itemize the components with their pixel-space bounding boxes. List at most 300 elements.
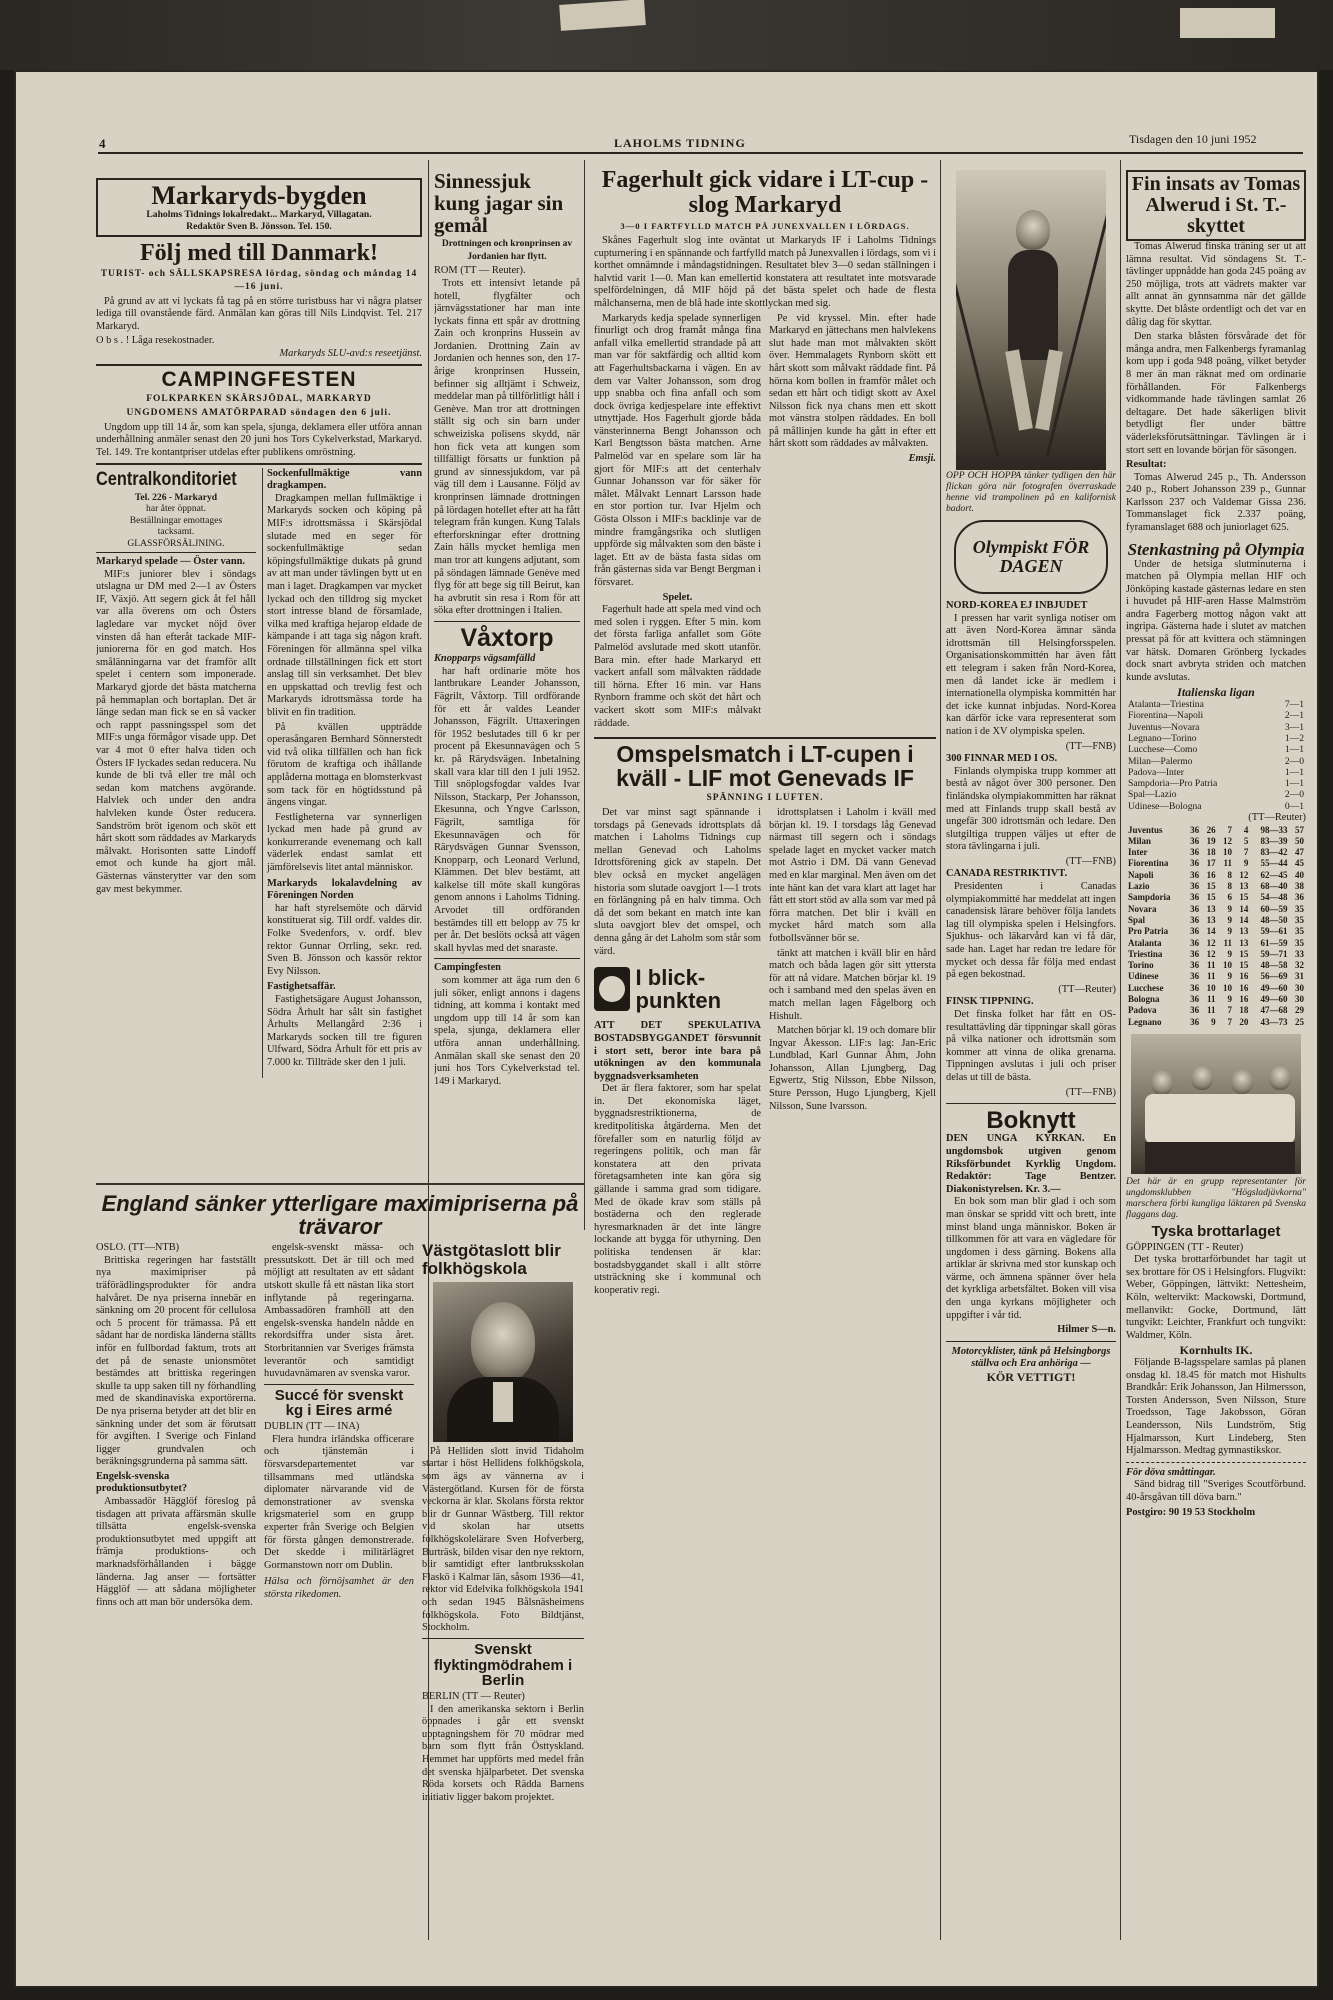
tyska-body: Det tyska brottarförbundet har tagit ut sex brottare för OS i Helsingfors. Flugvikt: Weber, Göppingen, lättvikt: Nettesheim, Köln, weltervikt: Mackowski, Dortmund, mellanvikt: Gocke, Dortmund, lätt tungvikt: Leichter, Frankfurt och tungvikt: Waldmer, Köln.	[1126, 1254, 1306, 1341]
table-row	[1126, 994, 1306, 1005]
column-4	[946, 170, 1116, 1980]
succe-body: Flera hundra irländska officerare och tjänstemän i försvarsdepartementet var tillsammans med utländska diplomater närvarande vid de demonstrationer av svenska krigsmateriel som en grupp experter från Sverige och Belgien för första gången demonstrerade. Det skedde i militärlägret Gormanstown norr om Dublin.	[264, 1433, 414, 1571]
page-number: 4	[99, 136, 106, 151]
paper-tag	[1180, 8, 1275, 38]
dova-postgiro: Postgiro: 90 19 53 Stockholm	[1126, 1506, 1256, 1518]
result-row	[1126, 699, 1306, 710]
table-row	[1126, 858, 1306, 869]
result-score: 2—0	[1284, 789, 1304, 801]
table-cell: 54—48	[1260, 892, 1288, 903]
omspel-headline: Omspelsmatch i LT-cupen i kväll - LIF mot Genevads IF	[616, 741, 914, 792]
result-match: Milan—Palermo	[1128, 755, 1193, 767]
succe-dateline: DUBLIN (TT — INA)	[264, 1421, 360, 1433]
table-cell: 35	[1295, 914, 1304, 925]
table-cell: 36	[1190, 994, 1200, 1005]
nk-headline: NORD-KOREA EJ INBJUDET	[946, 600, 1088, 611]
table-cell: 36	[1190, 960, 1200, 971]
boknytt-headline: Boknytt	[986, 1107, 1076, 1135]
divider	[422, 1638, 584, 1639]
fagerhult-columns	[594, 313, 936, 733]
football-headline: Markaryd spelade — Öster vann.	[96, 556, 246, 568]
result-row	[1126, 778, 1306, 789]
table-cell: 15	[1206, 881, 1216, 892]
sinnes-subhead: Drottningen och kronprinsen av Jordanien har flytt.	[441, 239, 573, 262]
column-5	[1126, 170, 1306, 1980]
column-2	[434, 170, 580, 1180]
korn-headline: Kornhults IK.	[1179, 1343, 1253, 1358]
norden-body: har haft styrelsemöte och därvid konstituerat sig. Till ordf. valdes dir. Folke Svedenfors, v. ordf. blev rektor Gunnar Orrling, sekr. red. Sven B. Jönsson och kassör rektor Evy Nilsson.	[267, 902, 422, 977]
table-cell: 36	[1190, 858, 1200, 869]
property-headline: Fastighetsaffär.	[267, 981, 336, 993]
table-cell: 62—45	[1260, 869, 1288, 880]
result-score: 1—1	[1284, 744, 1304, 756]
table-cell: 26	[1206, 824, 1216, 835]
table-cell: 36	[1190, 847, 1200, 858]
fagerhult-body-b: Pe vid kryssel. Min. efter hade Markaryd en jättechans men halvlekens slut hade man mot målvakten skött över. Hemmalagets Rynborn skött ett hårt skott som målvakt räddade fint. På hörna kom bollen in framför målet och sedan ett hårt och tidigt skott av Axel Nilsson fick nya chans men ett skott mot vänstra stolpen räddades. En boll på mållinjen kunde ha gått in efter ett hårt skott som räddades av målvakten.	[769, 312, 936, 450]
flykt-body: I den amerikanska sektorn i Berlin öppnades i går ett svenskt upptagningshem för 70 mödrar med barn som flytt från Östtyskland. Hemmet har uppförts med medel från det svenska hjälparbetet. Det svenska Röda korsets och Rädda Barnens initiativ ligger bakom projektet.	[422, 1703, 584, 1803]
team-name: Legnano	[1128, 1016, 1162, 1027]
table-cell: 36	[1190, 903, 1200, 914]
danmark-headline: Följ med till Danmark!	[140, 240, 378, 267]
table-cell: 50	[1295, 835, 1304, 846]
team-name: Triestina	[1128, 948, 1163, 959]
markaryd-lower-right	[262, 468, 422, 1078]
column-divider	[940, 160, 941, 1940]
omspel-lineup: Matchen börjar kl. 19 och domare blir Ingvar Åkesson. LIF:s lag: Jan-Eric Lundblad, Karl Gunnar Åhm, John Johansson, Allan Ljungberg, Dag Egwertz, Stig Nilsson, Ebbe Nilsson, Sture Persson, Hugo Ljungberg, Kjell Nilsson, Sune Ivarsson.	[769, 1025, 936, 1112]
alwerud-body: Tomas Alwerud finska träning ser ut att lämna resultat. Vid söndagens St. T.-tävlinger uppnådde han goda 245 poäng av 250 möjliga, trots att vädrets makter var allt annat än gynnsamma när det gällde skytte. Det blåste ordentligt och det var en dålig dag för skyttar.	[1126, 241, 1306, 328]
markaryd-subtitle: Laholms Tidnings lokalredakt... Markaryd, Villagatan.	[146, 209, 372, 221]
result-score: 0—1	[1284, 800, 1304, 812]
england-dateline: OSLO. (TT—NTB)	[96, 1242, 180, 1254]
sinnes-body: Trots ett intensivt letande på hotell, flygfälter och järnvägsstationer har man inte lyckats finna ett spår av drottning Zain och kronprins Hussein av Jordanien. Drottning Zain av Jordanien och hennes son, den 17-årige kronprinsen Hussein, befinner sig alltjämt i Schweiz, meddelar man på tillförlitligt håll i Genève. Man tror att drottningen ställt sig och sin barn under schweiziska polisens skydd, när hon fick veta att kungen som tillfälligt försatts ur funktion på grund av sinnessjukdom, var på väg till dem i Lausanne. Följd av kronprinsen lämnade drottningen på lördagen hotellet efter att ha fått telegram från kungen. Kung Talals efterforskningar efter drottning Zain hälls mycket hemliga men man tror att kungens adjutant, som på söndagen lämnade Genève med flyg för att bege sig till Beirut, kan ha avbrutit sin resa i Rom för att söka efter drottningen i Italien.	[434, 277, 580, 617]
table-cell: 11	[1207, 960, 1216, 971]
succe-headline: Succé för svenskt kg i Eires armé	[274, 1386, 404, 1420]
ital-signature: (TT—Reuter)	[1248, 812, 1306, 823]
table-cell: 12	[1206, 948, 1216, 959]
konditori-headline: Centralkonditoriet	[96, 468, 237, 490]
evening-body: På kvällen uppträdde operasångaren Bernhard Sönnerstedt vid två olika tillfällen och han fick förutom de kraftiga och ihållande applåderna mottaga en blomsterkvast som tack för en högtidsstund på ängens vingar.	[267, 721, 422, 809]
table-row	[1126, 1005, 1306, 1016]
fagerhult-subhead: 3—0 I FARTFYLLD MATCH PÅ JUNEXVALLEN I LÖRDAGS.	[620, 221, 910, 232]
table-cell: 56—69	[1260, 971, 1288, 982]
table-row	[1126, 825, 1306, 836]
table-cell: 38	[1295, 881, 1304, 892]
tyska-headline: Tyska brottarlaget	[1151, 1222, 1281, 1240]
danmark-body: På grund av att vi lyckats få tag på en större turistbuss har vi några platser lediga till ovanstående färd. Anmälan kan göras till Nils Lindqvist. Tel. 217 Markaryd.	[96, 295, 422, 332]
column-3	[594, 168, 936, 1978]
table-cell: 47—68	[1260, 1005, 1288, 1016]
table-cell: 68—40	[1260, 881, 1288, 892]
page-date: Tisdagen den 10 juni 1952	[1129, 132, 1257, 146]
table-cell: 32	[1295, 960, 1304, 971]
result-score: 1—1	[1284, 778, 1304, 790]
camping-subhead-2: UNGDOMENS AMATÖRPARAD söndagen den 6 juli.	[126, 408, 392, 419]
rektor-portrait	[433, 1282, 573, 1442]
table-cell: 9	[1243, 858, 1249, 869]
camping-note-body: som kommer att äga rum den 6 juli söker, enligt annons i dagens tidning, att komma i kontakt med ungdom upp till 14 år som kan spela, sjunga, deklamera eller utföra annan underhållning. Anmälan skall ske senast den 20 juni hos Tors Cykelverkstad tel. 149 i Markaryd.	[434, 975, 580, 1087]
table-cell: 14	[1206, 926, 1216, 937]
table-cell: 47	[1295, 847, 1304, 858]
table-cell: 16	[1239, 971, 1249, 982]
markaryd-section	[96, 178, 422, 1178]
table-cell: 10	[1222, 960, 1232, 971]
table-cell: 36	[1190, 1016, 1200, 1027]
vaxtorp-subhead: Knopparps vägsamfälld	[434, 653, 536, 665]
fagerhult-headline: Fagerhult gick vidare i LT-cup - slog Markaryd	[601, 168, 929, 219]
sinnes-dateline: ROM (TT — Reuter).	[434, 265, 526, 277]
spelet-body: Fagerhult hade att spela med vind och med solen i ryggen. Efter 5 min. kom det första farliga anfallet som Göte Palmelöd avslutade med skott utanför. Bara min. efter hade Markaryd ett vackert anfall som målvakten räddade till hörna. Efter 16 min. var Hans Rynborn framme och sköt det hårt och vackert skott som MIF:s målvakt räddade.	[594, 604, 761, 729]
markaryd-lower-left	[96, 468, 256, 1078]
markaryd-lower	[96, 468, 422, 1078]
table-row	[1126, 1017, 1306, 1028]
table-cell: 9	[1227, 903, 1232, 914]
ad-rule	[96, 364, 422, 366]
tips-body: Det finska folket har fått en OS-resultattävling där tippningar skall göras på vilka nationer och idrottsmän som kommer att vinna de olika grenarna. Tippningen avslutas i juli och priser delas ut till de bästa.	[946, 1009, 1116, 1083]
flykt-headline: Svenskt flyktingmödrahem i Berlin	[433, 1640, 573, 1690]
result-row	[1126, 722, 1306, 733]
table-row	[1126, 881, 1306, 892]
england-body-3: engelsk-svenskt mässa- och pressutskott. Det är till och med möjligt att resultaten av ett sådant utskott skulle få ett nästan lika stort inflytande på regeringarna. Ambassadören framhöll att den engelsk-svenska handeln nådde en rekordsiffra under sista året. Storbritannien var Sveriges främsta leverantör och samtidigt huvudavnämaren av svenska varor.	[264, 1242, 414, 1380]
table-cell: 9	[1211, 1016, 1216, 1027]
table-cell: 18	[1206, 847, 1216, 858]
trampoline-caption: OPP OCH HOPPA tänker tydligen den här flickan göra när fotografen överraskade henne vid trampolinen på en kalifornisk badort.	[946, 470, 1116, 514]
table-cell: 10	[1222, 847, 1232, 858]
mc-line: KÖR VETTIGT!	[986, 1370, 1076, 1385]
table-cell: 19	[1206, 835, 1216, 846]
table-cell: 10	[1222, 982, 1232, 993]
divider	[434, 621, 580, 622]
header-rule	[98, 152, 1303, 154]
konditori-line: GLASSFÖRSÄLJNING.	[127, 537, 225, 549]
team-name: Sampdoria	[1128, 892, 1171, 903]
danmark-subhead: TURIST- och SÄLLSKAPSRESA lördag, söndag och måndag 14—16 juni.	[100, 269, 418, 293]
result-row	[1126, 744, 1306, 755]
table-cell: 48—50	[1260, 914, 1288, 925]
table-cell: 12	[1206, 937, 1216, 948]
alwerud-box	[1126, 170, 1306, 241]
england-col-b	[264, 1242, 414, 1806]
spelet-headline: Spelet.	[662, 591, 693, 603]
table-cell: 4	[1243, 824, 1249, 835]
table-cell: 36	[1190, 869, 1200, 880]
result-score: 2—1	[1284, 710, 1304, 722]
table-cell: 13	[1239, 937, 1249, 948]
table-row	[1126, 926, 1306, 937]
fagerhult-col-a	[594, 313, 761, 733]
paper-tag	[559, 0, 646, 31]
table-cell: 6	[1227, 892, 1232, 903]
alwerud-results: Tomas Alwerud 245 p., Th. Andersson 240 p., Robert Johansson 239 p., Gunnar Karlsson 237 och Valdemar Gissa 236. Tommanslaget fick 2.337 poäng, fyramanslaget 688 och juniorlaget 625.	[1126, 471, 1306, 534]
table-cell: 18	[1239, 1005, 1249, 1016]
result-score: 1—1	[1284, 766, 1304, 778]
table-row	[1126, 870, 1306, 881]
column-divider	[584, 160, 585, 1230]
ital-headline: Italienska ligan	[1177, 685, 1255, 700]
table-cell: 16	[1239, 994, 1249, 1005]
table-cell: 9	[1227, 914, 1232, 925]
dova-body: Sänd bidrag till "Sveriges Scoutförbund. 40-årsgåvan till döva barn."	[1126, 1479, 1306, 1503]
sten-headline: Stenkastning på Olympia	[1127, 539, 1305, 559]
table-cell: 14	[1239, 914, 1249, 925]
table-cell: 12	[1222, 835, 1232, 846]
result-match: Udinese—Bologna	[1128, 800, 1202, 812]
table-cell: 36	[1190, 1005, 1200, 1016]
table-cell: 36	[1190, 892, 1200, 903]
table-cell: 13	[1206, 903, 1216, 914]
boknytt-signature: Hilmer S—n.	[1057, 1324, 1116, 1336]
result-match: Fiorentina—Napoli	[1128, 710, 1204, 722]
ad-rule	[96, 463, 422, 465]
omspel-body-c: tänkt att matchen i kväll blir en hård match och båda lagen gör sitt yttersta för att nå vidare. Matchen börjar kl. 19 och i samband med den spelas även en match mellan lagen Fågelborg och Hishult.	[769, 947, 936, 1022]
table-cell: 59—61	[1260, 926, 1288, 937]
team-name: Bologna	[1128, 994, 1160, 1005]
table-cell: 40	[1295, 869, 1304, 880]
result-row	[1126, 801, 1306, 812]
team-name: Novara	[1128, 903, 1157, 914]
result-score: 2—0	[1284, 755, 1304, 767]
blick-body: Det är flera faktorer, som har spelat in. Det ekonomiska läget, byggnadsrestriktionerna, de kreditpolitiska åtgärderna. Men det förefaller som en naturlig följd av regeringens politik, och man får konstatera att den privata företagsamheten inte kan göra sig gällande i samma grad som tidigare. Med de ökade krav som ställs på bostäderna och den reglerade hyresmarknaden är det inte längre lockande att bygga för uthyrning. Den politiska tendensen är klar: bostadsbyggandet skall i allt större utsträckning ske i kommunal och kooperativ regi.	[594, 1083, 761, 1296]
table-cell: 10	[1206, 982, 1216, 993]
boknytt-body: En bok som man blir glad i och som man önskar se spridd vitt och brett, inte minst bland unga människor. Boken är tillkommen för att vara en vägledare för ungdomen i dess gärning. Bokens alla artiklar är skrivna med stor kunskap och värme, och ämnena spänner över hela det kyrkliga arbetsfältet. Boken vill visa den unga kyrkans möjligheter och uppgifter i vår tid.	[946, 1196, 1116, 1321]
fagerhult-col-b	[769, 313, 936, 733]
team-name: Inter	[1128, 847, 1148, 858]
table-cell: 98—33	[1260, 824, 1288, 835]
table-cell: 11	[1207, 1005, 1216, 1016]
omspel-col-b	[769, 807, 936, 1299]
sinnes-headline: Sinnessjuk kung jagar sin gemål	[434, 170, 564, 238]
table-row	[1126, 949, 1306, 960]
norden-headline: Markaryds lokalavdelning av Föreningen Norden	[267, 877, 422, 902]
table-cell: 30	[1295, 994, 1304, 1005]
flykt-dateline: BERLIN (TT — Reuter)	[422, 1691, 525, 1703]
tips-headline: FINSK TIPPNING.	[946, 996, 1034, 1008]
table-cell: 7	[1227, 1005, 1232, 1016]
divider	[96, 552, 256, 553]
table-cell: 15	[1206, 892, 1216, 903]
result-match: Legnano—Torino	[1128, 732, 1197, 744]
table-cell: 11	[1207, 994, 1216, 1005]
table-cell: 20	[1239, 1016, 1249, 1027]
ital-results	[1126, 699, 1306, 812]
column-divider	[1120, 160, 1121, 1940]
omspel-body-b: idrottsplatsen i Laholm i kväll med början kl. 19. I torsdags låg Genevad närmast till segern och i söndags spelade laget en mycket vacker match mot Astrio i DM. Dä vann Genevad med en klar marginal. Men även om det inte hänt kan det vara klart att laget har fått ett stort stöd av alla som var med på förra matchen. Det blir i kväll en mycket hård match som alla fotbollsvänner bör se.	[769, 807, 936, 944]
result-row	[1126, 756, 1306, 767]
table-row	[1126, 971, 1306, 982]
table-cell: 55—44	[1260, 858, 1288, 869]
team-name: Juventus	[1128, 824, 1163, 835]
table-row	[1126, 892, 1306, 903]
divider	[946, 1103, 1116, 1104]
result-score: 3—1	[1284, 721, 1304, 733]
nk-body: I pressen har varit synliga notiser om att även Nord-Korea ämnar sända idrottsmän till Helsingforsspelen. Organisationskommittén har även fått ett telegram i saken från Nord-Korea, men då landet icke är medlem i internationella olympiska kommittén har det icke kunnat inbjudas. Nord-Korea kan därför icke vara representerat som nation i de XV olympiska spelen.	[946, 612, 1116, 737]
markaryd-banner	[96, 178, 422, 237]
danmark-signature: Markaryds SLU-avd:s reseetjänst.	[279, 348, 422, 360]
result-match: Juventus—Novara	[1128, 721, 1200, 733]
omspel-columns	[594, 807, 936, 1299]
table-cell: 7	[1243, 847, 1249, 858]
omspel-subhead: SPÄNNING I LUFTEN.	[706, 793, 824, 804]
table-cell: 45	[1295, 858, 1304, 869]
canada-body: Presidenten i Canadas olympiakommitté har meddelat att ingen canadensisk lärare behöver följa landets lag till olympiska spelen i Helsingfors. Sjukhus- och läkarvård kan vi få där, sade han. Laget har redan tre ledare för mycket och dessa får följa med endast på egen bekostnad.	[946, 881, 1116, 981]
team-name: Pro Patria	[1128, 926, 1169, 937]
camping-note-headline: Campingfesten	[434, 962, 501, 974]
table-cell: 7	[1227, 824, 1232, 835]
table-cell: 35	[1295, 926, 1304, 937]
divider	[1126, 1462, 1306, 1463]
table-cell: 13	[1239, 881, 1249, 892]
finnar-headline: 300 FINNAR MED I OS.	[946, 753, 1058, 765]
blick-headline: I blick-punkten	[635, 965, 722, 1014]
team-name: Milan	[1128, 835, 1152, 846]
table-cell: 5	[1243, 835, 1249, 846]
table-cell: 12	[1239, 869, 1249, 880]
vgs-body: På Helliden slott invid Tidaholm startar i höst Hellidens folkhögskola, som ägs av vännerna av i Västergötland. Kursen för de första veckorna är klar. Skolans första rektor blir dr Gunnar Wästberg. Till rektor vid skolan har utsetts folkhögskolelärare Sven Hofverberg, Burträsk, bilden visar den nye rektorn, blir samtidigt efter lantbruksskolan Flaskö i Kalmar län, såsom 1936—41, rektor vid Edelvika folkhögskola 1941 och sedan 1945 Bålsnäsheimens folkhögskola. Foto Bildtjänst, Stockholm.	[422, 1445, 584, 1634]
alwerud-headline: Fin insats av Tomas Alwerud i St. T.-skyttet	[1131, 173, 1301, 237]
blick-banner	[594, 964, 761, 1014]
table-cell: 36	[1190, 824, 1200, 835]
table-cell: 36	[1190, 948, 1200, 959]
table-cell: 16	[1239, 982, 1249, 993]
table-cell: 11	[1223, 937, 1232, 948]
fagerhult-signature: Emsji.	[908, 453, 936, 465]
finnar-body: Finlands olympiska trupp kommer att bestå av något över 300 personer. Den finländska olympiakommitten har räknat med att Finlands trupp skall bestå av ungefär 300 idrottsmän och ledare. Den slutgiltiga truppen väljes ut efter de stora tävlingarna i juli.	[946, 765, 1116, 853]
table-cell: 48—58	[1260, 960, 1288, 971]
table-cell: 29	[1295, 1005, 1304, 1016]
table-cell: 30	[1295, 982, 1304, 993]
table-cell: 13	[1239, 926, 1249, 937]
result-score: 7—1	[1284, 699, 1304, 711]
table-cell: 8	[1227, 881, 1232, 892]
olympic-logo	[954, 520, 1108, 594]
table-row	[1126, 904, 1306, 915]
result-row	[1126, 710, 1306, 721]
finnar-signature: (TT—FNB)	[1065, 855, 1116, 867]
team-name: Padova	[1128, 1005, 1157, 1016]
table-cell: 36	[1190, 881, 1200, 892]
fagerhult-lead: Skånes Fagerhult slog inte oväntat ut Markaryds IF i Laholms Tidnings cupturnering i en spännande och fartfylld match på Junexvallen i lördags, som vi i korthet omnämnde i måndagstidningen. Resultatet blev 3—0 sedan ställningen i halvtid varit 1—0. Man kan emellertid konstatera att resultatet inte motsvarade spelfördelningen, då MIF höjd på det bästa spelet och hade de flesta målchanserna, men de blå hade inte skottlyckan med sig.	[594, 234, 936, 309]
omspel-body-a: Det var minst sagt spännande i torsdags på Genevads idrottsplats då matchen i Laholms Tidnings cup mellan Genevad och Laholms Idrottsförening gick av stapeln. Det blev också en mycket angelägen historia som slutade oavgjort 1—1 trots en förlängning på en halv timma. Och då det som bekant en match inte kan sluta oavgjort blev det omspel, och denna gång är det Laholm som står som värd.	[594, 807, 761, 957]
team-name: Torino	[1128, 960, 1154, 971]
table-row	[1126, 938, 1306, 949]
table-cell: 36	[1190, 914, 1200, 925]
canada-headline: CANADA RESTRIKTIVT.	[946, 868, 1068, 880]
table-cell: 11	[1207, 971, 1216, 982]
table-cell: 15	[1239, 892, 1249, 903]
vaxtorp-body: har haft ordinarie möte hos lantbrukare Leander Johansson, Fägrilt, Våxtorp. Till ordförande för ett år valdes Leander Johansson, Fägrilt. Uttaxeringen för 1952 beslutades till 6 kr per procent på Ekesunnavägen och 5 kr. på Rärydsvägen. Inbetalning skall vara klar till den 1 juli 1952. Till snöplogsfogdar valdes Ivar Nilsson, Stackarp, Per Johansson, Ekesunna, och Yngve Carlsson, Fägrilt, samtliga för Ekesunnavägen och för Rärydsvägen Gunnar Svensson, Knopparp, och Leonard Verlund, Klämmen. Det blev bestämt, att kalkelse till möte skall kungöras genom annons i Laholms Tidning. Arvodet till ordföranden bestämdes till ett belopp av 75 kr per år. Det beslöts också att vägen skall hyvlas med det snaraste.	[434, 665, 580, 954]
parade-photo	[1131, 1034, 1301, 1174]
result-row	[1126, 733, 1306, 744]
festivities-body: Festligheterna var synnerligen lyckad men hade på grund av konkurrerande evenemang och kall väderlek endast samlat ett jämförelsevis litet antal människor.	[267, 811, 422, 874]
table-cell: 15	[1239, 948, 1249, 959]
table-cell: 35	[1295, 903, 1304, 914]
olympic-headline: Olympiskt FÖR DAGEN	[972, 537, 1090, 576]
table-cell: 36	[1190, 971, 1200, 982]
table-row	[1126, 915, 1306, 926]
england-columns	[96, 1242, 584, 1806]
table-cell: 9	[1227, 948, 1232, 959]
korn-body: Följande B-lagsspelare samlas på planen onsdag kl. 18.45 för match mot Hishults Brandkår: Erik Johansson, Jan Hilmersson, Torsten Andersson, Sven Nilsson, Sture Troedsson, Tage Jakobsson, Göran Leandersson, Nils Lundström, Stig Hjalmarsson, Kurt Lindeberg, Sten Hjalmarsson. Medtag gymnastikskor.	[1126, 1357, 1306, 1457]
table-cell: 9	[1227, 926, 1232, 937]
divider	[946, 1341, 1116, 1342]
canada-signature: (TT—Reuter)	[1058, 983, 1116, 995]
result-row	[1126, 767, 1306, 778]
mc-line: ställva och Era anhöriga —	[971, 1358, 1091, 1370]
bottom-left-section	[96, 1190, 584, 1980]
team-name: Spal	[1128, 914, 1146, 925]
table-cell: 49—60	[1260, 982, 1288, 993]
danmark-obs: O b s . ! Låga resekostnader.	[96, 335, 215, 347]
vaxtorp-headline: Våxtorp	[460, 623, 554, 652]
result-match: Padova—Inter	[1128, 766, 1184, 778]
table-cell: 9	[1227, 971, 1232, 982]
team-name: Udinese	[1128, 971, 1159, 982]
table-cell: 43—73	[1260, 1016, 1288, 1027]
newspaper-page	[14, 70, 1319, 1988]
team-name: Lucchese	[1128, 982, 1164, 993]
england-col-a	[96, 1242, 256, 1806]
section-rule	[96, 1183, 584, 1185]
nk-signature: (TT—FNB)	[1065, 740, 1116, 752]
sten-body: Under de hetsiga slutminuterna i matchen på Olympia mellan HIF och Jönköping kastade gästernas ledare en sten i huvudet på HIF-aren Hasse Malmström andra Fagerberg mottog någon vakt att ingripa. Gästerna hade i slutet av matchen pressat på för att kvittera och stämningen var hätsk. Domaren Grönberg lyckades dock snart avbryta striden och matchen kunde avslutas.	[1126, 558, 1306, 683]
table-cell: 17	[1206, 858, 1216, 869]
markaryd-editor: Redaktör Sven B. Jönsson. Tel. 150.	[186, 220, 332, 232]
table-cell: 36	[1190, 835, 1200, 846]
konditori-line: tacksamt.	[157, 526, 195, 538]
alwerud-body-2: Den starka blåsten försvårade det för många andra, men Falkenbergs fyramanlag kom upp i goda 948 poäng, vilket betyder 8 mer än man räknat med om ordinarie förhållanden. För Falkenbergs vidkommande hade tävlingen samlat 26 deltagare. Det hade säkerligen blivit betydligt fler under bättre väderleksförutsättningar. Tävlingen är i stort sett en lovande början för säsongen.	[1126, 331, 1306, 456]
camping-body: Ungdom upp till 14 år, som kan spela, sjunga, deklamera eller utföra annan underhållning anmäler senast den 20 juni hos Tors Cykelverkstad, Markaryd. Tel. 149. Tre kontantpriser utdelas efter publikens omröstning.	[96, 421, 422, 459]
result-match: Spal—Lazio	[1128, 789, 1177, 801]
team-name: Napoli	[1128, 869, 1154, 880]
konditori-line: Beställningar emottages	[129, 514, 223, 526]
team-name: Lazio	[1128, 881, 1150, 892]
england-headline: England sänker ytterligare maximipriserna på trävaror	[101, 1191, 579, 1240]
table-cell: 36	[1190, 926, 1200, 937]
table-cell: 59—71	[1260, 948, 1288, 959]
blick-logo-icon	[594, 967, 630, 1011]
divider	[264, 1384, 414, 1385]
camping-headline: CAMPINGFESTEN	[161, 367, 357, 391]
result-row	[1126, 789, 1306, 800]
table-cell: 7	[1227, 1016, 1232, 1027]
camping-subhead: FOLKPARKEN SKÄRSJÖDAL, MARKARYD	[146, 393, 372, 404]
table-cell: 16	[1206, 869, 1216, 880]
trampoline-photo	[956, 170, 1106, 470]
table-cell: 31	[1295, 971, 1304, 982]
table-cell: 36	[1190, 982, 1200, 993]
england-body-2: Ambassadör Hägglöf föreslog på tisdagen att privata affärsmän skulle tillsätta engelsk-svenska produktionsutbytet med uppgift att främja produktions- och marknadsförhållanden i bägge länderna. Jag anser — fortsätter Hägglöf — att sådana möjligheter finns och att man bör undersöka dem.	[96, 1496, 256, 1608]
table-cell: 15	[1239, 960, 1249, 971]
table-cell: 11	[1223, 858, 1232, 869]
ital-table	[1126, 825, 1306, 1028]
parade-caption: Det här är en grupp representanter för ungdomsklubben "Högsladjävkorna" marschera förbi kungliga läktaren på Svenska flaggans dag.	[1126, 1175, 1306, 1220]
table-cell: 13	[1206, 914, 1216, 925]
table-cell: 49—60	[1260, 994, 1288, 1005]
dova-headline: För döva småttingar.	[1126, 1466, 1216, 1478]
table-cell: 36	[1190, 937, 1200, 948]
team-name: Atalanta	[1128, 937, 1162, 948]
table-cell: 57	[1295, 824, 1304, 835]
result-match: Lucchese—Como	[1128, 744, 1198, 756]
table-row	[1126, 847, 1306, 858]
masthead: LAHOLMS TIDNING	[614, 136, 746, 150]
result-match: Sampdoria—Pro Patria	[1128, 778, 1218, 790]
table-cell: 33	[1295, 948, 1304, 959]
tips-signature: (TT—FNB)	[1065, 1086, 1116, 1098]
konditori-tel: Tel. 226 - Markaryd	[134, 491, 218, 503]
table-cell: 14	[1239, 903, 1249, 914]
table-row	[1126, 983, 1306, 994]
england-body: Brittiska regeringen har fastställt nya maximipriser på träförädlingsprodukter för andra halvåret. De nya priserna innebär en sänkning om 20 procent för cellulosa och 5 procent för trämassa. På ett sådant har de nordiska länderna ställts inför en fullbordad faktum, trots att det på de senaste unionsmötet bestämdes att brittiska regeringen skulle ta upp saken till ny förhandling med de skandinaviska exportörerna. De nya priserna betyder att det blir en sänkning under det som är förutsatt för avgiften. I Sverige och Finland ligger grundvalen och beräkningsgrunderna på samma sätt.	[96, 1254, 256, 1468]
